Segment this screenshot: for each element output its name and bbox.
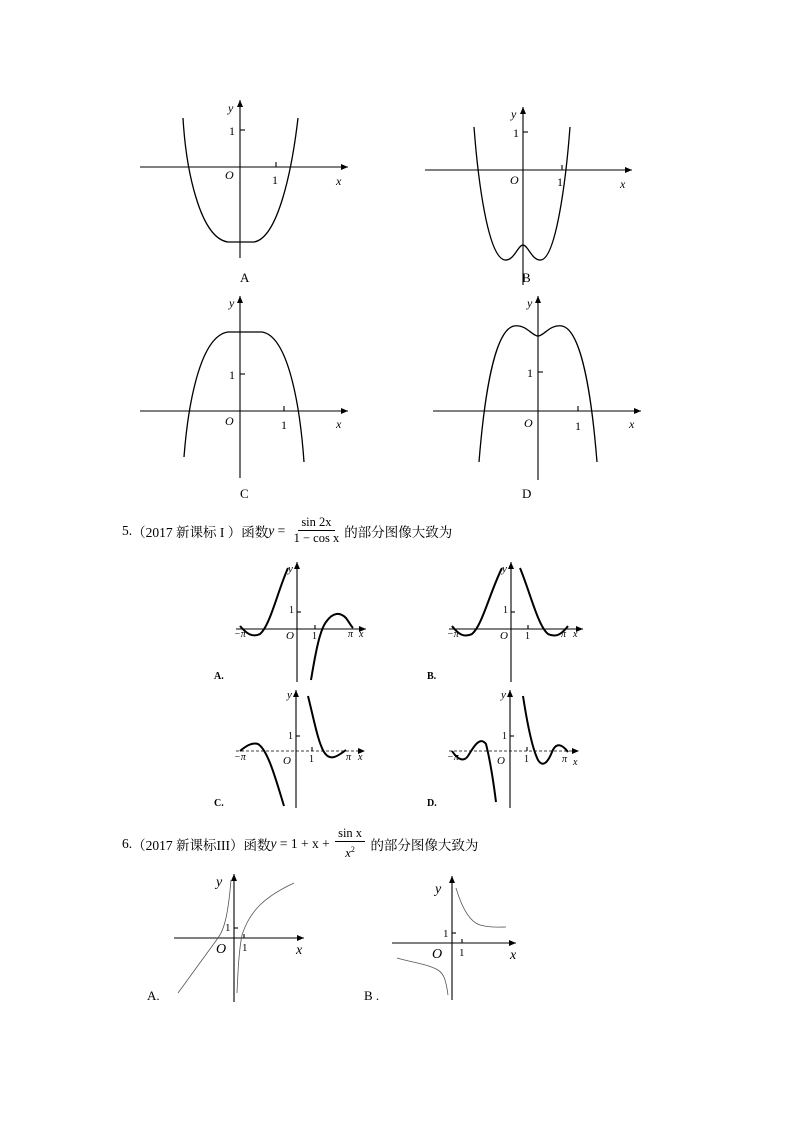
x-label: x (296, 943, 303, 958)
graph-q6-a (147, 874, 304, 1003)
neg-pi-label: −π (234, 629, 246, 640)
option-label: B . (364, 988, 380, 1003)
y-label: y (501, 689, 506, 701)
curve (474, 127, 570, 260)
y-one-label: 1 (527, 366, 533, 380)
option-label: C. (214, 798, 224, 809)
graph-q5-a (214, 562, 366, 682)
option-label: D (522, 486, 532, 501)
x-axis-arrow (572, 748, 579, 754)
x-label: x (629, 417, 635, 431)
origin-label: O (524, 416, 533, 430)
numerator: sin 2x (298, 515, 334, 531)
neg-pi-label: −π (447, 629, 459, 640)
y-label: y (502, 563, 507, 575)
equals-sign: = 1 + x + (276, 835, 334, 851)
curve (452, 741, 496, 802)
y-label: y (216, 875, 223, 890)
x-one-label: 1 (309, 754, 314, 765)
option-label: A. (214, 671, 224, 682)
denominator (342, 842, 358, 861)
y-label: y (288, 563, 293, 575)
question-6: 6 . （2017 新课标III）函数 y = 1 + x + $\frac{\text{sin x}}{x^2}$ 的部分图像大致为 (122, 826, 479, 861)
question-tail: 的部分图像大致为 (344, 524, 453, 540)
curve (308, 696, 346, 757)
x-label: x (510, 948, 517, 963)
x-one-label: 1 (575, 419, 581, 433)
option-label: B (522, 270, 531, 285)
graph-q6-b (364, 876, 517, 1003)
numerator: sin x (335, 826, 365, 842)
x-one-label: 1 (242, 942, 248, 954)
y-one-label: 1 (229, 368, 235, 382)
graph-q5-b (427, 562, 583, 682)
graph-top-d (433, 296, 641, 501)
neg-pi-label: −π (447, 752, 459, 763)
y-label: y (511, 107, 517, 121)
y-label: y (229, 296, 235, 310)
fraction (335, 826, 365, 861)
x-one-label: 1 (525, 631, 530, 642)
x-one-label: 1 (272, 173, 278, 187)
origin-label: O (500, 630, 508, 642)
origin-label: O (225, 168, 234, 182)
graph-top-a (140, 100, 348, 285)
pi-label: π (348, 629, 354, 640)
x-label: x (336, 174, 342, 188)
y-one-label: 1 (513, 126, 519, 140)
y-one-label: 1 (288, 731, 293, 742)
curve (240, 743, 284, 806)
question-number: 6 (122, 835, 129, 851)
graph-q5-d (427, 689, 579, 809)
curve (311, 614, 353, 680)
y-one-label: 1 (289, 605, 294, 616)
origin-label: O (510, 173, 519, 187)
y-one-label: 1 (229, 124, 235, 138)
origin-label: O (286, 630, 294, 642)
y-label: y (435, 882, 442, 897)
x-one-label: 1 (557, 175, 563, 189)
x-label: x (358, 752, 363, 763)
x-label: x (573, 629, 578, 640)
function-lhs: y (270, 835, 277, 851)
option-label: D. (427, 798, 437, 809)
curve (520, 568, 568, 636)
y-label: y (228, 101, 234, 115)
x-one-label: 1 (281, 418, 287, 432)
fraction (291, 515, 343, 546)
question-tail: 的部分图像大致为 (367, 837, 479, 853)
option-label: A. (147, 988, 160, 1003)
graph-top-b (425, 107, 632, 285)
y-one-label: 1 (502, 731, 507, 742)
neg-pi-label: −π (234, 752, 246, 763)
question-source: （2017 新课标III）函数 (132, 837, 271, 853)
x-label: x (359, 629, 364, 640)
x-label: x (336, 417, 342, 431)
origin-label: O (432, 947, 443, 962)
x-label: x (620, 177, 626, 191)
y-label: y (527, 296, 533, 310)
denominator-exponent: 2 (350, 845, 355, 854)
origin-label: O (216, 942, 227, 957)
pi-label: π (562, 754, 568, 765)
pi-label: π (561, 629, 567, 640)
origin-label: O (225, 414, 234, 428)
curve (184, 332, 304, 462)
denominator: 1 − cos x (293, 531, 340, 545)
y-one-label: 1 (503, 605, 508, 616)
curve (178, 880, 231, 993)
x-one-label: 1 (459, 947, 465, 959)
x-label: x (573, 757, 578, 768)
curve (456, 888, 506, 927)
origin-label: O (497, 755, 505, 767)
question-5: 5 . （2017 新课标 I ）函数 y = $\frac{\sin 2x}{\text{1 − cos x}}$ 的部分图像大致为 (122, 515, 453, 545)
y-label: y (287, 689, 292, 701)
graph-q5-c (214, 689, 365, 809)
x-one-label: 1 (312, 631, 317, 642)
denominator-base: x (345, 846, 351, 861)
x-one-label: 1 (524, 754, 529, 765)
y-one-label: 1 (225, 922, 231, 934)
origin-label: O (283, 755, 291, 767)
option-label: C (240, 486, 249, 501)
option-label: B. (427, 671, 437, 682)
graph-top-c (140, 296, 348, 501)
option-label: A (240, 270, 250, 285)
y-one-label: 1 (443, 928, 449, 940)
curve (452, 568, 502, 636)
equals-sign: = (274, 522, 289, 538)
question-number: 5 (122, 522, 129, 538)
function-lhs: y (268, 522, 275, 538)
curve (240, 568, 288, 635)
curve (397, 958, 448, 995)
pi-label: π (346, 752, 352, 763)
question-source: （2017 新课标 I ）函数 (132, 524, 269, 540)
